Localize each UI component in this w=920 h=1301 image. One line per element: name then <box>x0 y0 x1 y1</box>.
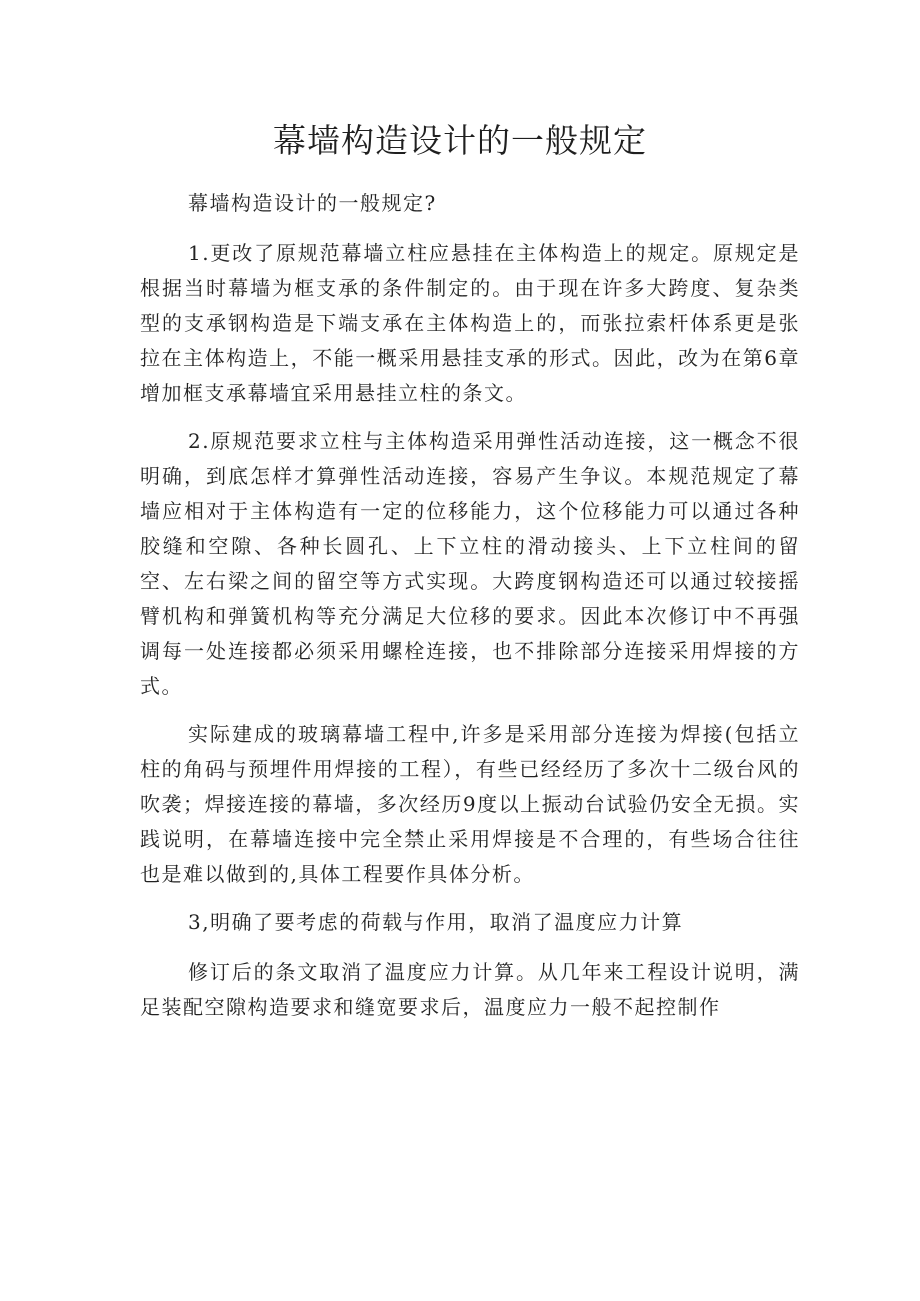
paragraph-intro: 幕墙构造设计的一般规定? <box>188 191 437 215</box>
paragraph-revision: 修订后的条文取消了温度应力计算。从几年来工程设计说明，满足装配空隙构造要求和缝宽要求后，温度应力一般不起控制作 <box>140 960 800 1019</box>
document-title: 幕墙构造设计的一般规定 <box>273 121 647 160</box>
paragraph-point-1: 1.更改了原规范幕墙立柱应悬挂在主体构造上的规定。原规定是根据当时幕墙为框支承的条件制定的。由于现在许多大跨度、复杂类型的支承钢构造是下端支承在主体构造上的，而张拉索杆体系更是张拉在主体构造上，不能一概采用悬挂支承的形式。因此，改为在第6章增加框支承幕墙宜采用悬挂立柱的条文。 <box>140 241 800 405</box>
document-body <box>140 186 800 1038</box>
paragraph-point-3: 3,明确了要考虑的荷载与作用，取消了温度应力计算 <box>188 910 684 934</box>
paragraph-practice: 实际建成的玻璃幕墙工程中,许多是采用部分连接为焊接(包括立柱的角码与预埋件用焊接的工程），有些已经经历了多次十二级台风的吹袭；焊接连接的幕墙，多次经历9度以上振动台试验仍安全无损。实践说明，在幕墙连接中完全禁止采用焊接是不合理的，有些场合往往也是难以做到的,具体工程要作具体分析。 <box>140 722 800 886</box>
paragraph-point-2: 2.原规范要求立柱与主体构造采用弹性活动连接，这一概念不很明确，到底怎样才算弹性活动连接，容易产生争议。本规范规定了幕墙应相对于主体构造有一定的位移能力，这个位移能力可以通过各种胶缝和空隙、各种长圆孔、上下立柱的滑动接头、上下立柱间的留空、左右梁之间的留空等方式实现。大跨度钢构造还可以通过较接摇臂机构和弹簧机构等充分满足大位移的要求。因此本次修订中不再强调每一处连接都必须采用螺栓连接，也不排除部分连接采用焊接的方式。 <box>140 429 800 698</box>
